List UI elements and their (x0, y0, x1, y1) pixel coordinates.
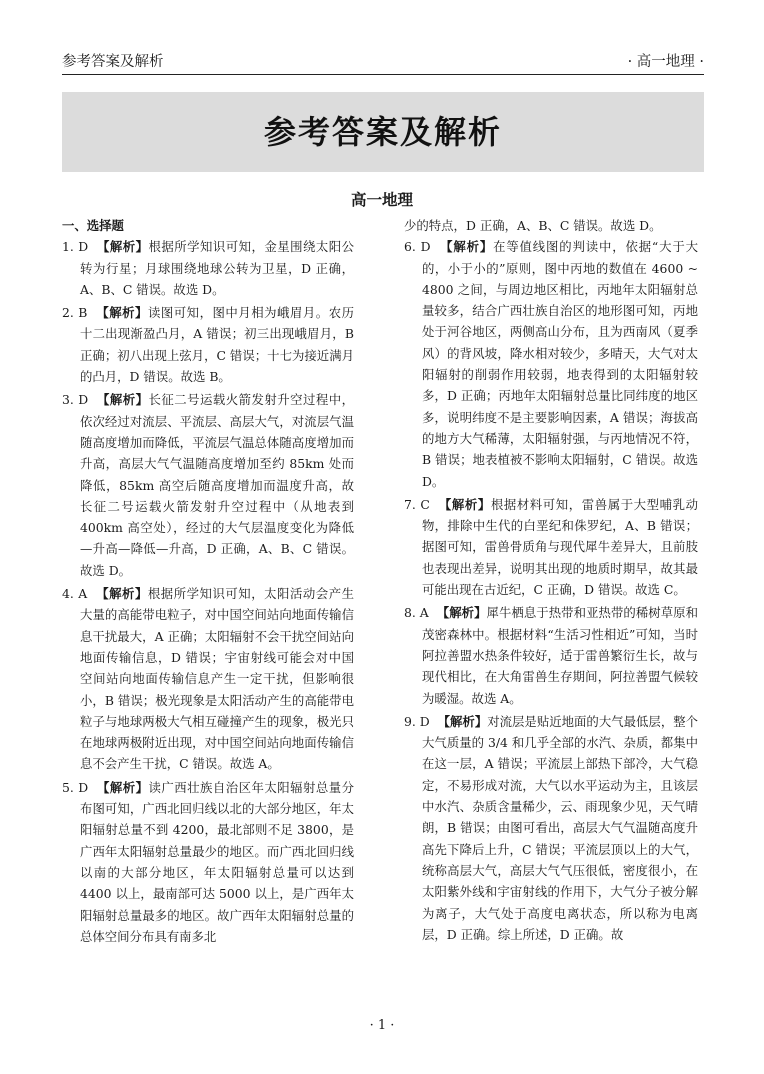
answer-number: 7. C (404, 496, 430, 512)
answer-text: 犀牛栖息于热带和亚热带的稀树草原和茂密森林中。根据材料“生活习性相近”可知，当时阿拉善盟水热条件较好，适于雷兽繁衍生长，故与现代相比，在大角雷兽生存期间，阿拉善盟气候较为暖湿。故选 A。 (422, 605, 698, 706)
answer-item-9 (404, 711, 698, 945)
answer-number: 4. A (62, 586, 88, 602)
analysis-tag: 【解析】 (96, 305, 148, 321)
answer-text: 对流层是贴近地面的大气最低层，整个大气质量的 3/4 和几乎全部的水汽、杂质，都集中在这一层，A 错误；平流层上部热下部冷，大气稳定，不易形成对流，大气以水平运动为主，且该层中水汽、杂质含量稀少，云、雨现象少见，天气晴朗，B 错误；由图可看出，高层大气气温随高度升高先下降后上升，C 错误；平流层顶以上的大气，统称高层大气，高层大气气压很低，密度很小，在太阳紫外线和宇宙射线的作用下，大气分子被分解为离子，大气处于高度电离状态，所以称为电离层，D 正确。综上所述，D 正确。故 (422, 713, 699, 942)
analysis-tag: 【解析】 (437, 713, 488, 729)
answer-item-1 (62, 236, 354, 300)
section-heading: 一、选择题 (62, 218, 124, 233)
answer-item-6 (404, 236, 698, 492)
subject-title: 高一地理 (350, 191, 413, 209)
answer-item-3 (62, 389, 354, 581)
header-subject: · 高一地理 · (627, 54, 704, 70)
answer-number: 5. D (62, 779, 89, 795)
answer-number: 8. A (404, 605, 429, 621)
analysis-tag: 【解析】 (436, 605, 487, 621)
answer-text: 读图可知，图中月相为峨眉月。农历十二出现渐盈凸月，A 错误；初三出现峨眉月，B 正确；初八出现上弦月，C 错误；十七为接近满月的凸月，D 错误。故选 B。 (80, 305, 354, 385)
answer-number: 9. D (404, 713, 430, 729)
page-title: 参考答案及解析 (263, 113, 502, 151)
analysis-tag: 【解析】 (97, 779, 149, 795)
left-column (62, 215, 354, 949)
analysis-tag: 【解析】 (438, 496, 491, 512)
analysis-tag: 【解析】 (96, 586, 148, 602)
answer-text: 根据材料可知，雷兽属于大型哺乳动物，排除中生代的白垩纪和侏罗纪，A、B 错误；据图可知，雷兽骨质角与现代犀牛差异大，且前肢也表现出差异，说明其出现的地质时期早，故其最可能出现在古近纪，C 正确，D 错误。故选 C。 (422, 496, 699, 598)
answer-text: 根据所学知识可知，太阳活动会产生大量的高能带电粒子，对中国空间站向地面传输信息干扰最大，A 正确；太阳辐射不会干扰空间站向地面传输信息，D 错误；宇宙射线可能会对中国空间站向地面传输信息产生一定干扰，但影响很小，B 错误；极光现象是太阳活动产生的高能带电粒子与地球两极大气相互碰撞产生的现象，极光只在地球两极附近出现，对中国空间站向地面传输信息不会产生干扰，C 错误。故选 A。 (80, 586, 355, 772)
answer-item-8 (404, 602, 698, 708)
page-number: · 1 · (369, 1018, 395, 1033)
answer-item-7 (404, 494, 698, 600)
answer-number: 1. D (62, 239, 89, 255)
right-column (404, 215, 698, 947)
answer-number: 6. D (404, 239, 431, 255)
answer-text: 在等值线图的判读中，依据“大于大的，小于小的”原则，图中丙地的数值在 4600 ~ 4800 之间，与周边地区相比，丙地年太阳辐射总量较多，结合广西壮族自治区的地形图可知，丙地处于河谷地区，两侧高山分布，且为西南风（夏季风）的背风坡，降水相对较少，多晴天，大气对太阳辐射的削弱作用较弱，地表得到的太阳辐射较多，D 正确；丙地年太阳辐射总量比同纬度的地区多，说明纬度不是主要影响因素，A 错误；海拔高的地方大气稀薄，太阳辐射强，与丙地情况不符，B 错误；地表植被不影响太阳辐射，C 错误。故选 D。 (422, 239, 698, 489)
analysis-tag: 【解析】 (97, 392, 149, 408)
running-header (62, 48, 704, 75)
answer-continuation: 少的特点，D 正确，A、B、C 错误。故选 D。 (404, 218, 662, 233)
answer-item-4 (62, 583, 354, 775)
answer-text: 长征二号运载火箭发射升空过程中，依次经过对流层、平流层、高层大气，对流层气温随高度增加而降低，平流层气温总体随高度增加而升高，高层大气气温随高度增加至约 85km 处而降低，85km 高空后随高度增加而温度升高，故长征二号运载火箭发射升空过程中（从地表到 400km 高空处），经过的大气层温度变化为降低—升高—降低—升高，D 正确，A、B、C 错误。故选 D。 (80, 392, 355, 578)
answer-text: 根据所学知识可知，金星围绕太阳公转为行星；月球围绕地球公转为卫星，D 正确，A、B、C 错误。故选 D。 (80, 239, 355, 297)
analysis-tag: 【解析】 (440, 239, 494, 255)
answer-item-5 (62, 777, 354, 947)
header-left-title: 参考答案及解析 (62, 54, 164, 70)
title-band (62, 92, 704, 172)
analysis-tag: 【解析】 (97, 239, 149, 255)
answer-item-2 (62, 302, 354, 387)
answer-text: 读广西壮族自治区年太阳辐射总量分布图可知，广西北回归线以北的大部分地区，年太阳辐射总量不到 4200，最北部则不足 3800，是广西年太阳辐射总量最少的地区。而广西北回归线以南的大部分地区，年太阳辐射总量可以达到 4400 以上，最南部可达 5000 以上，是广西年太阳辐射总量最多的地区。故广西年太阳辐射总量的总体空间分布具有南多北 (80, 779, 355, 944)
answer-number: 3. D (62, 392, 89, 408)
answer-number: 2. B (62, 305, 88, 321)
